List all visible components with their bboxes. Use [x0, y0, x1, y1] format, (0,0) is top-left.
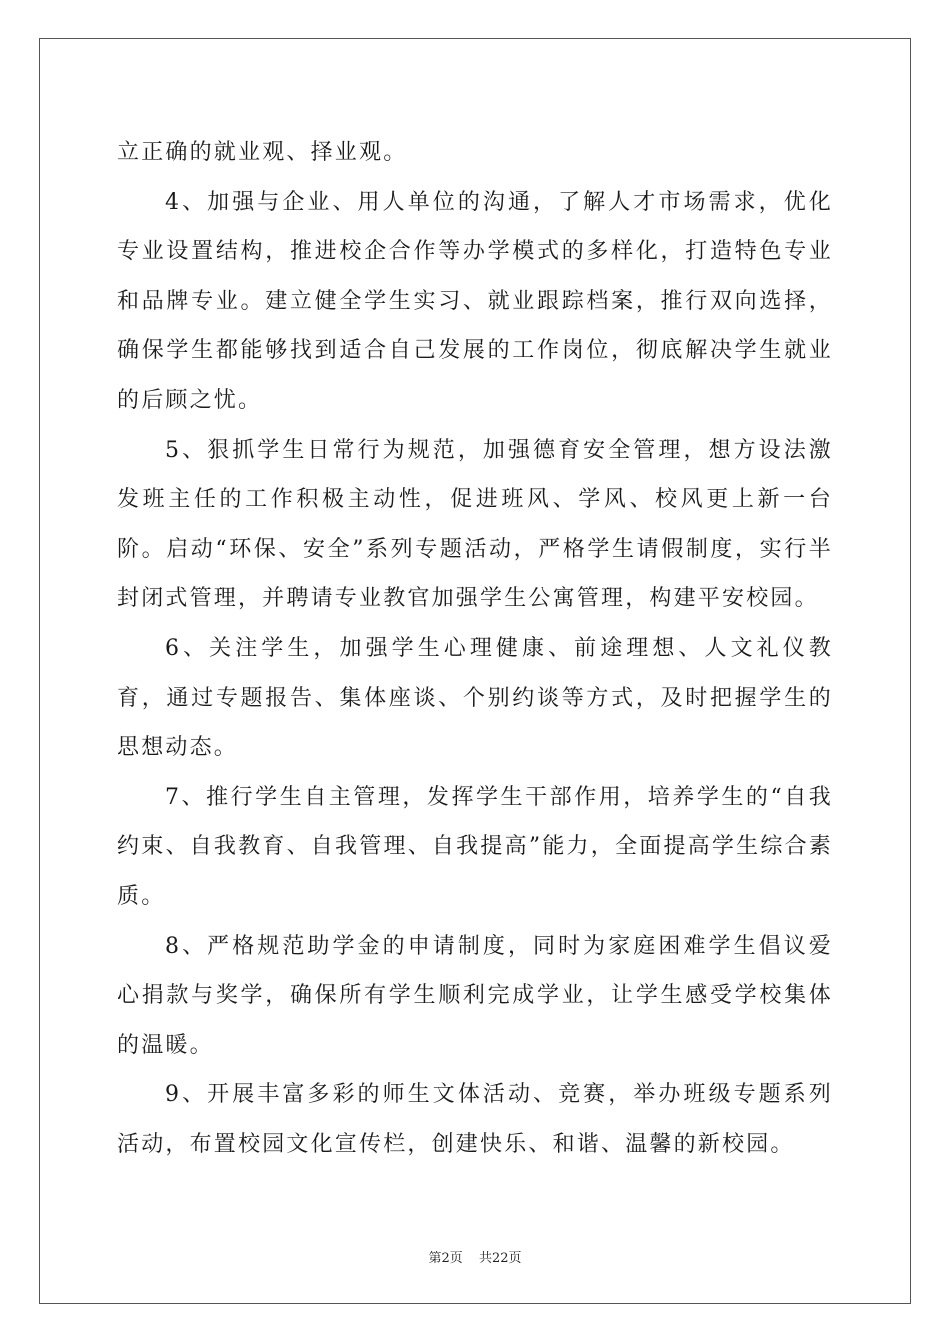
paragraph-item-5: 5、狠抓学生日常行为规范，加强德育安全管理，想方设法激发班主任的工作积极主动性，促进班风、学风、校风更上新一台阶。启动“环保、安全”系列专题活动，严格学生请假制度，实行半封闭式管理，并聘请专业教官加强学生公寓管理，构建平安校园。: [117, 437, 833, 612]
paragraph-item-8: 8、严格规范助学金的申请制度，同时为家庭困难学生倡议爱心捐款与奖学，确保所有学生顺利完成学业，让学生感受学校集体的温暖。: [117, 933, 833, 1058]
paragraph-item-4: 4、加强与企业、用人单位的沟通，了解人才市场需求，优化专业设置结构，推进校企合作等办学模式的多样化，打造特色专业和品牌专业。建立健全学生实习、就业跟踪档案，推行双向选择，确保学生都能够找到适合自己发展的工作岗位，彻底解决学生就业的后顾之忧。: [117, 189, 833, 413]
paragraph-continuation: 立正确的就业观、择业观。: [117, 140, 408, 165]
page-total: 共22页: [478, 1251, 522, 1266]
paragraph-item-9: 9、开展丰富多彩的师生文体活动、竞赛，举办班级专题系列活动，布置校园文化宣传栏，创建快乐、和谐、温馨的新校园。: [117, 1082, 833, 1157]
document-body: [117, 128, 833, 1169]
paragraph-item-6: 6、关注学生，加强学生心理健康、前途理想、人文礼仪教育，通过专题报告、集体座谈、个别约谈等方式，及时把握学生的思想动态。: [117, 635, 833, 761]
page-number: 第2页: [428, 1251, 463, 1266]
page-footer: [0, 1247, 950, 1266]
paragraph-item-7: 7、推行学生自主管理，发挥学生干部作用，培养学生的“自我约束、自我教育、自我管理、自我提高”能力，全面提高学生综合素质。: [117, 784, 833, 909]
